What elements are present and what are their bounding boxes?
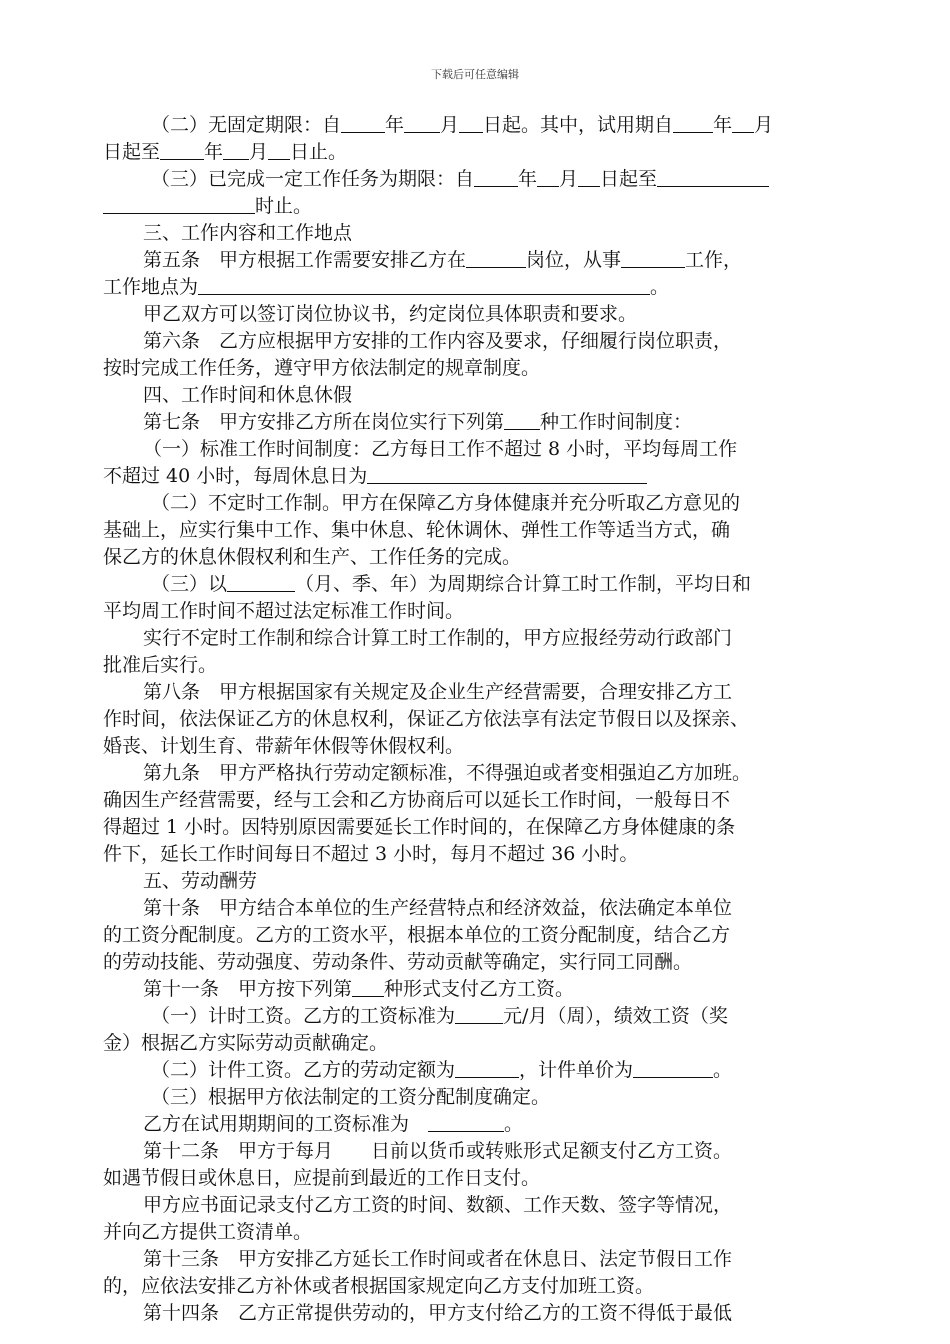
blank-underline <box>455 1058 519 1078</box>
text-run: 如遇节假日或休息日，应提前到最近的工作日支付。 <box>103 1167 541 1189</box>
text-run: 工作地点为 <box>103 276 199 298</box>
blank-underline <box>537 167 559 187</box>
text-run: （二）计件工资。乙方的劳动定额为 <box>151 1059 456 1081</box>
text-run: 第九条 甲方严格执行劳动定额标准，不得强迫或者变相强迫乙方加班。 <box>143 762 752 784</box>
text-line <box>103 1192 863 1219</box>
text-line <box>103 1246 863 1273</box>
text-run: 并向乙方提供工资清单。 <box>103 1221 313 1243</box>
text-line <box>103 895 863 922</box>
text-run: 工作， <box>685 249 743 271</box>
text-line <box>103 436 863 463</box>
text-run: 的劳动技能、劳动强度、劳动条件、劳动贡献等确定，实行同工同酬。 <box>103 951 693 973</box>
text-line <box>103 679 863 706</box>
text-run: 。 <box>713 1059 733 1081</box>
blank-underline <box>160 140 204 160</box>
text-run: 月 <box>249 141 269 163</box>
text-run: 日起至 <box>103 141 161 163</box>
text-line <box>103 706 863 733</box>
text-line <box>103 1030 863 1057</box>
text-line <box>103 247 863 274</box>
text-run: 按时完成工作任务，遵守甲方依法制定的规章制度。 <box>103 357 541 379</box>
text-run: 甲乙双方可以签订岗位协议书，约定岗位具体职责和要求。 <box>143 303 638 325</box>
text-run: 月 <box>440 114 460 136</box>
page-header: 下载后可任意编辑 <box>431 68 519 81</box>
text-line <box>103 814 863 841</box>
text-run: 年 <box>204 141 224 163</box>
document-body <box>103 112 863 1327</box>
text-run: （三）以 <box>151 573 228 595</box>
text-run: 不超过 40 小时，每周休息日为 <box>103 465 368 487</box>
blank-underline <box>621 248 685 268</box>
blank-underline <box>657 167 769 187</box>
text-run: 第十条 甲方结合本单位的生产经营特点和经济效益，依法确定本单位 <box>143 897 733 919</box>
blank-underline <box>455 1004 503 1024</box>
text-run: 乙方在试用期期间的工资标准为 <box>143 1113 429 1135</box>
text-line <box>103 409 863 436</box>
text-run: （月、季、年）为周期综合计算工时工作制，平均日和 <box>295 573 752 595</box>
text-line <box>103 598 863 625</box>
text-line <box>103 274 863 301</box>
text-line <box>103 1057 863 1084</box>
text-line <box>103 463 863 490</box>
text-run: 批准后实行。 <box>103 654 218 676</box>
text-run: 日起至 <box>600 168 658 190</box>
text-line <box>103 193 863 220</box>
text-line <box>103 841 863 868</box>
blank-underline <box>198 275 650 295</box>
text-run: 年 <box>385 114 405 136</box>
text-line <box>103 949 863 976</box>
text-run: 的，应依法安排乙方补休或者根据国家规定向乙方支付加班工资。 <box>103 1275 655 1297</box>
blank-underline <box>352 977 384 997</box>
text-line <box>103 868 863 895</box>
text-line <box>103 1300 863 1327</box>
text-run: 元/月（周），绩效工资（奖 <box>503 1005 728 1027</box>
text-run: 实行不定时工作制和综合计算工时工作制的，甲方应报经劳动行政部门 <box>143 627 733 649</box>
text-run: （二）无固定期限：自 <box>151 114 342 136</box>
blank-underline <box>504 410 540 430</box>
text-line <box>103 139 863 166</box>
blank-underline <box>428 1112 504 1132</box>
text-line <box>103 1165 863 1192</box>
text-run: 基础上，应实行集中工作、集中休息、轮休调休、弹性工作等适当方式，确 <box>103 519 731 541</box>
text-run: 第十四条 乙方正常提供劳动的，甲方支付给乙方的工资不得低于最低 <box>143 1302 733 1324</box>
text-line <box>103 490 863 517</box>
text-line <box>103 1138 863 1165</box>
text-run: 第十一条 甲方按下列第 <box>143 978 353 1000</box>
blank-underline <box>633 1058 713 1078</box>
text-run: 第十三条 甲方安排乙方延长工作时间或者在休息日、法定节假日工作 <box>143 1248 733 1270</box>
text-line <box>103 571 863 598</box>
text-line <box>103 787 863 814</box>
text-run: 第八条 甲方根据国家有关规定及企业生产经营需要，合理安排乙方工 <box>143 681 733 703</box>
text-run: 岗位，从事 <box>526 249 622 271</box>
text-run: 件下，延长工作时间每日不超过 3 小时，每月不超过 36 小时。 <box>103 843 639 865</box>
text-line <box>103 301 863 328</box>
text-run: 。 <box>504 1113 524 1135</box>
text-line <box>103 517 863 544</box>
text-line <box>103 625 863 652</box>
text-run: ，计件单价为 <box>519 1059 634 1081</box>
text-run: 平均周工作时间不超过法定标准工作时间。 <box>103 600 465 622</box>
text-line <box>103 1003 863 1030</box>
text-run: 第七条 甲方安排乙方所在岗位实行下列第 <box>143 411 505 433</box>
text-run: 第十二条 甲方于每月 日前以货币或转账形式足额支付乙方工资。 <box>143 1140 733 1162</box>
text-line <box>103 382 863 409</box>
text-line <box>103 652 863 679</box>
blank-underline <box>268 140 290 160</box>
text-run: 甲方应书面记录支付乙方工资的时间、数额、工作天数、签字等情况， <box>143 1194 733 1216</box>
text-run: 婚丧、计划生育、带薪年休假等休假权利。 <box>103 735 465 757</box>
text-run: 的工资分配制度。乙方的工资水平，根据本单位的工资分配制度，结合乙方 <box>103 924 731 946</box>
blank-underline <box>459 113 483 133</box>
text-run: 种工作时间制度： <box>540 411 693 433</box>
text-line <box>103 733 863 760</box>
text-line <box>103 760 863 787</box>
text-run: （一）标准工作时间制度：乙方每日工作不超过 8 小时，平均每周工作 <box>143 438 738 460</box>
text-line <box>103 112 863 139</box>
blank-underline <box>732 113 754 133</box>
text-line <box>103 1084 863 1111</box>
text-run: 作时间，依法保证乙方的休息权利，保证乙方依法享有法定节假日以及探亲、 <box>103 708 750 730</box>
text-run: 。 <box>650 276 670 298</box>
text-run: 第五条 甲方根据工作需要安排乙方在 <box>143 249 467 271</box>
blank-underline <box>474 167 518 187</box>
text-run: 月 <box>754 114 774 136</box>
text-run: 第六条 乙方应根据甲方安排的工作内容及要求，仔细履行岗位职责， <box>143 330 733 352</box>
blank-underline <box>223 140 249 160</box>
text-line <box>103 976 863 1003</box>
text-line <box>103 220 863 247</box>
text-run: 确因生产经营需要，经与工会和乙方协商后可以延长工作时间，一般每日不 <box>103 789 731 811</box>
text-run: （三）已完成一定工作任务为期限：自 <box>151 168 475 190</box>
text-run: 月 <box>559 168 579 190</box>
text-run: （三）根据甲方依法制定的工资分配制度确定。 <box>151 1086 551 1108</box>
text-line <box>103 1219 863 1246</box>
text-line <box>103 1111 863 1138</box>
text-run: 种形式支付乙方工资。 <box>384 978 575 1000</box>
text-run: 得超过 1 小时。因特别原因需要延长工作时间的，在保障乙方身体健康的条 <box>103 816 736 838</box>
text-run: 四、工作时间和休息休假 <box>143 384 353 406</box>
text-run: 日起。其中，试用期自 <box>483 114 674 136</box>
text-run: 五、劳动酬劳 <box>143 870 258 892</box>
text-run: 年 <box>713 114 733 136</box>
blank-underline <box>404 113 440 133</box>
text-run: 保乙方的休息休假权利和生产、工作任务的完成。 <box>103 546 522 568</box>
text-run: 日止。 <box>290 141 348 163</box>
text-line <box>103 355 863 382</box>
text-run: 时止。 <box>255 195 313 217</box>
blank-underline <box>466 248 526 268</box>
text-run: （一）计时工资。乙方的工资标准为 <box>151 1005 456 1027</box>
text-line <box>103 328 863 355</box>
text-run: 年 <box>518 168 538 190</box>
text-line <box>103 922 863 949</box>
text-line <box>103 166 863 193</box>
text-line <box>103 544 863 571</box>
text-run: 三、工作内容和工作地点 <box>143 222 353 244</box>
text-line <box>103 1273 863 1300</box>
blank-underline <box>103 194 255 214</box>
blank-underline <box>367 464 647 484</box>
blank-underline <box>578 167 600 187</box>
text-run: （二）不定时工作制。甲方在保障乙方身体健康并充分听取乙方意见的 <box>151 492 741 514</box>
blank-underline <box>673 113 713 133</box>
text-run: 金）根据乙方实际劳动贡献确定。 <box>103 1032 389 1054</box>
blank-underline <box>341 113 385 133</box>
blank-underline <box>227 572 295 592</box>
